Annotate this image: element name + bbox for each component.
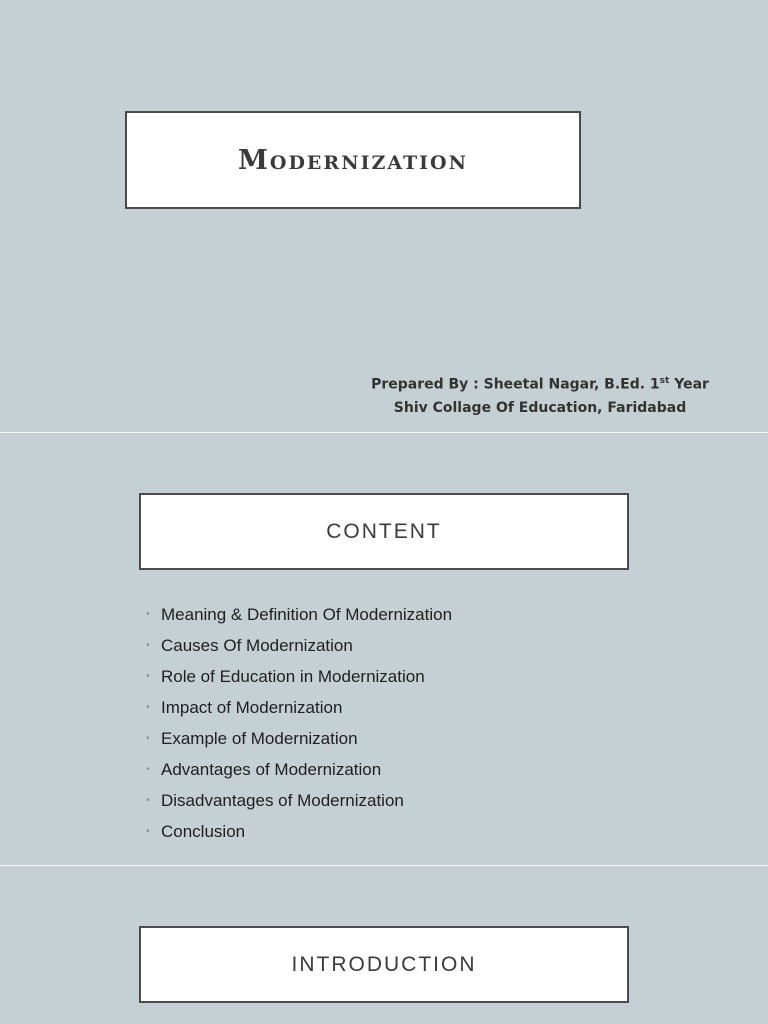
prepared-by-line [340, 370, 740, 397]
list-item [146, 816, 452, 847]
bullet-icon: • [146, 764, 150, 775]
bullet-icon: • [146, 826, 150, 837]
prepared-by-superscript: st [659, 376, 670, 386]
title-box [139, 926, 629, 1003]
slide-title: INTRODUCTION [291, 952, 477, 976]
college-line: Shiv Collage Of Education, Faridabad [393, 399, 687, 416]
title-box [139, 493, 629, 570]
list-item [146, 754, 452, 785]
bullet-icon: • [146, 733, 150, 744]
list-item-text: Conclusion [161, 822, 246, 841]
list-item-text: Example of Modernization [161, 729, 358, 748]
bullet-icon: • [146, 609, 150, 620]
list-item [146, 723, 452, 754]
title-box [125, 111, 581, 209]
slide-introduction [0, 866, 768, 1024]
slide-title: Modernization [238, 144, 468, 176]
prepared-by-text: Prepared By : Sheetal Nagar, B.Ed. 1 [371, 376, 660, 393]
list-item [146, 599, 452, 630]
list-item [146, 692, 452, 723]
bullet-icon: • [146, 795, 150, 806]
content-list [146, 599, 452, 847]
bullet-icon: • [146, 671, 150, 682]
list-item-text: Disadvantages of Modernization [161, 791, 404, 810]
slide-content [0, 433, 768, 865]
list-item-text: Causes Of Modernization [161, 636, 353, 655]
list-item [146, 661, 452, 692]
list-item [146, 630, 452, 661]
slide-title: CONTENT [326, 519, 442, 543]
bullet-icon: • [146, 702, 150, 713]
prepared-by-year: Year [669, 376, 709, 393]
list-item-text: Impact of Modernization [161, 698, 343, 717]
author-credit [340, 370, 740, 420]
bullet-icon: • [146, 640, 150, 651]
list-item [146, 785, 452, 816]
slide-modernization [0, 0, 768, 432]
list-item-text: Role of Education in Modernization [161, 667, 425, 686]
list-item-text: Advantages of Modernization [161, 760, 382, 779]
list-item-text: Meaning & Definition Of Modernization [161, 605, 453, 624]
